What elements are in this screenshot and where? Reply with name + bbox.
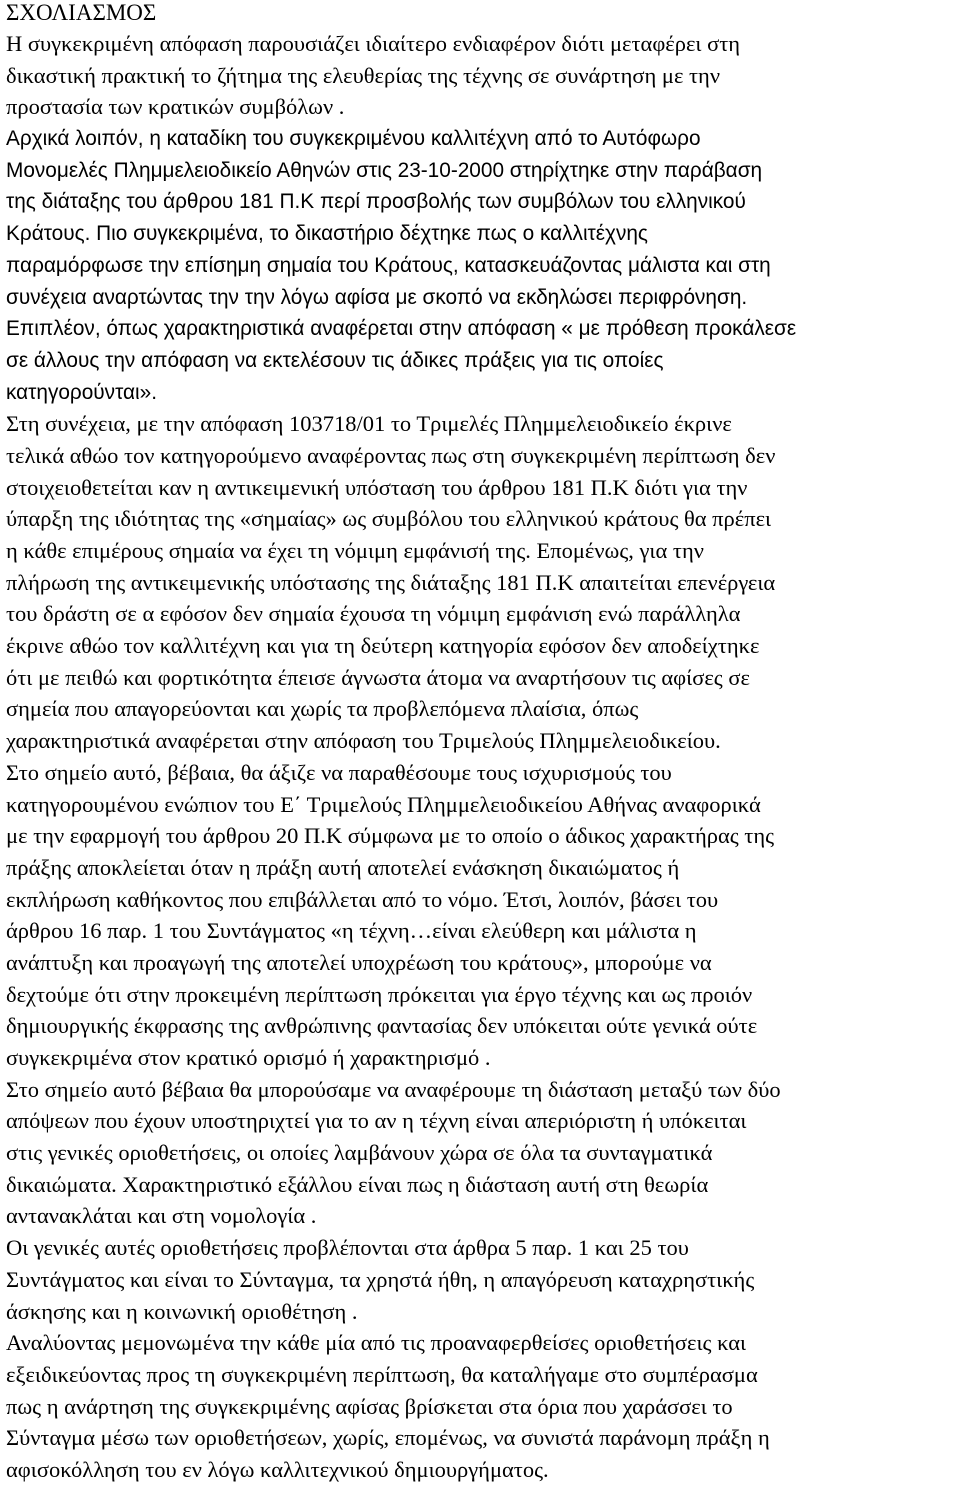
text-line: Αρχικά λοιπόν, η καταδίκη του συγκεκριμένου καλλιτέχνη από το Αυτόφωρο [6,127,701,151]
text-line: πως η ανάρτηση της συγκεκριμένης αφίσας βρίσκεται στα όρια που χαράσσει το [6,1393,733,1419]
text-line: παραμόρφωσε την επίσημη σημαία του Κράτους, κατασκευάζοντας μάλιστα και στη [6,253,771,277]
text-line: άρθρου 16 παρ. 1 του Συντάγματος «η τέχνη…είναι ελεύθερη και μάλιστα η [6,918,697,944]
text-line: στοιχειοθετείται καν η αντικειμενική υπόσταση του άρθρου 181 Π.Κ διότι για την [6,474,748,500]
text-line: Στο σημείο αυτό, βέβαια, θα άξιζε να παραθέσουμε τους ισχυρισμούς του [6,759,672,785]
text-line: αφισοκόλληση του εν λόγω καλλιτεχνικού δημιουργήματος. [6,1456,549,1482]
text-line: του δράστη σε α εφόσον δεν σημαία έχουσα τη νόμιμη εμφάνιση ενώ παράλληλα [6,601,741,627]
text-line: εκπλήρωση καθήκοντος που επιβάλλεται από το νόμο. Έτσι, λοιπόν, βάσει του [6,886,719,912]
text-line: σημεία που απαγορεύονται και χωρίς τα προβλεπόμενα πλαίσια, όπως [6,696,639,722]
text-line: προστασία των κρατικών συμβόλων . [6,94,345,120]
text-line: έκρινε αθώο τον καλλιτέχνη και για τη δεύτερη κατηγορία εφόσον δεν αποδείχτηκε [6,633,760,659]
text-line: Επιπλέον, όπως χαρακτηριστικά αναφέρεται στην απόφαση « με πρόθεση προκάλεσε [6,317,797,341]
text-line: κατηγορούνται». [6,380,157,404]
text-line: Στο σημείο αυτό βέβαια θα μπορούσαμε να αναφέρουμε τη διάσταση μεταξύ των δύο [6,1076,781,1102]
text-line: πράξης αποκλείεται όταν η πράξη αυτή αποτελεί ενάσκηση δικαιώματος ή [6,854,680,880]
text-line: Σύνταγμα μέσω των οριοθετήσεων, χωρίς, επομένως, να συνιστά παράνομη πράξη η [6,1425,770,1451]
text-line: σε άλλους την απόφαση να εκτελέσουν τις άδικες πράξεις για τις οποίες [6,348,664,372]
paragraph [6,28,958,123]
document-heading: ΣΧΟΛΙΑΣΜΟΣ [6,0,157,25]
text-line: απόψεων που έχουν υποστηριχτεί για το αν η τέχνη είναι απεριόριστη ή υπόκειται [6,1108,747,1134]
text-line: αντανακλάται και στη νομολογία . [6,1203,317,1229]
paragraph [6,408,958,1485]
text-line: Η συγκεκριμένη απόφαση παρουσιάζει ιδιαίτερο ενδιαφέρον διότι μεταφέρει στη [6,31,741,56]
text-line: της διάταξης του άρθρου 181 Π.Κ περί προσβολής των συμβόλων του ελληνικού [6,190,746,214]
document-body [6,28,958,1486]
text-line: Συντάγματος και είναι το Σύνταγμα, τα χρηστά ήθη, η απαγόρευση καταχρηστικής [6,1266,755,1292]
text-line: δικαστική πρακτική το ζήτημα της ελευθερίας της τέχνης σε συνάρτηση με την [6,62,721,88]
text-line: Κράτους. Πιο συγκεκριμένα, το δικαστήριο δέχτηκε πως ο καλλιτέχνης [6,222,648,246]
text-line: Οι γενικές αυτές οριοθετήσεις προβλέπονται στα άρθρα 5 παρ. 1 και 25 του [6,1235,689,1261]
text-line: κατηγορουμένου ενώπιον του Ε΄ Τριμελούς Πλημμελειοδικείου Αθήνας αναφορικά [6,791,761,817]
text-line: Μονομελές Πλημμελειοδικείο Αθηνών στις 23-10-2000 στηρίχτηκε στην παράβαση [6,158,763,182]
text-line: εξειδικεύοντας προς τη συγκεκριμένη περίπτωση, θα καταλήγαμε στο συμπέρασμα [6,1361,758,1387]
text-line: Αναλύοντας μεμονωμένα την κάθε μία από τις προαναφερθείσες οριοθετήσεις και [6,1330,747,1356]
text-line: πλήρωση της αντικειμενικής υπόστασης της διάταξης 181 Π.Κ απαιτείται επενέργεια [6,569,776,595]
text-line: δημιουργικής έκφρασης της ανθρώπινης φαντασίας δεν υπόκειται ούτε γενικά ούτε [6,1013,758,1039]
text-line: άσκησης και η κοινωνική οριοθέτηση . [6,1298,358,1324]
text-line: δεχτούμε ότι στην προκειμένη περίπτωση πρόκειται για έργο τέχνης και ως προιόν [6,981,753,1007]
document-page [6,0,958,1486]
text-line: ύπαρξη της ιδιότητας της «σημαίας» ως συμβόλου του ελληνικού κράτους θα πρέπει [6,506,772,532]
text-line: με την εφαρμογή του άρθρου 20 Π.Κ σύμφωνα με το οποίο ο άδικος χαρακτήρας της [6,823,775,849]
text-line: δικαιώματα. Χαρακτηριστικό εξάλλου είναι πως η διάσταση αυτή στη θεωρία [6,1171,709,1197]
text-line: χαρακτηριστικά αναφέρεται στην απόφαση του Τριμελούς Πλημμελειοδικείου. [6,728,721,754]
text-line: συγκεκριμένα στον κρατικό ορισμό ή χαρακτηρισμό . [6,1045,491,1070]
text-line: συνέχεια αναρτώντας την την λόγω αφίσα με σκοπό να εκδηλώσει περιφρόνηση. [6,285,748,309]
text-line: Στη συνέχεια, με την απόφαση 103718/01 το Τριμελές Πλημμελειοδικείο έκρινε [6,411,732,437]
text-line: στις γενικές οριοθετήσεις, οι οποίες λαμβάνουν χώρα σε όλα τα συνταγματικά [6,1140,713,1166]
text-line: ότι με πειθώ και φορτικότητα έπεισε άγνωστα άτομα να αναρτήσουν τις αφίσες σε [6,664,750,690]
text-line: η κάθε επιμέρους σημαία να έχει τη νόμιμη εμφάνισή της. Επομένως, για την [6,538,704,563]
text-line: τελικά αθώο τον κατηγορούμενο αναφέροντας πως στη συγκεκριμένη περίπτωση δεν [6,442,776,468]
text-line: ανάπτυξη και προαγωγή της αποτελεί υποχρέωση του κράτους», μπορούμε να [6,949,712,975]
paragraph [6,123,958,408]
